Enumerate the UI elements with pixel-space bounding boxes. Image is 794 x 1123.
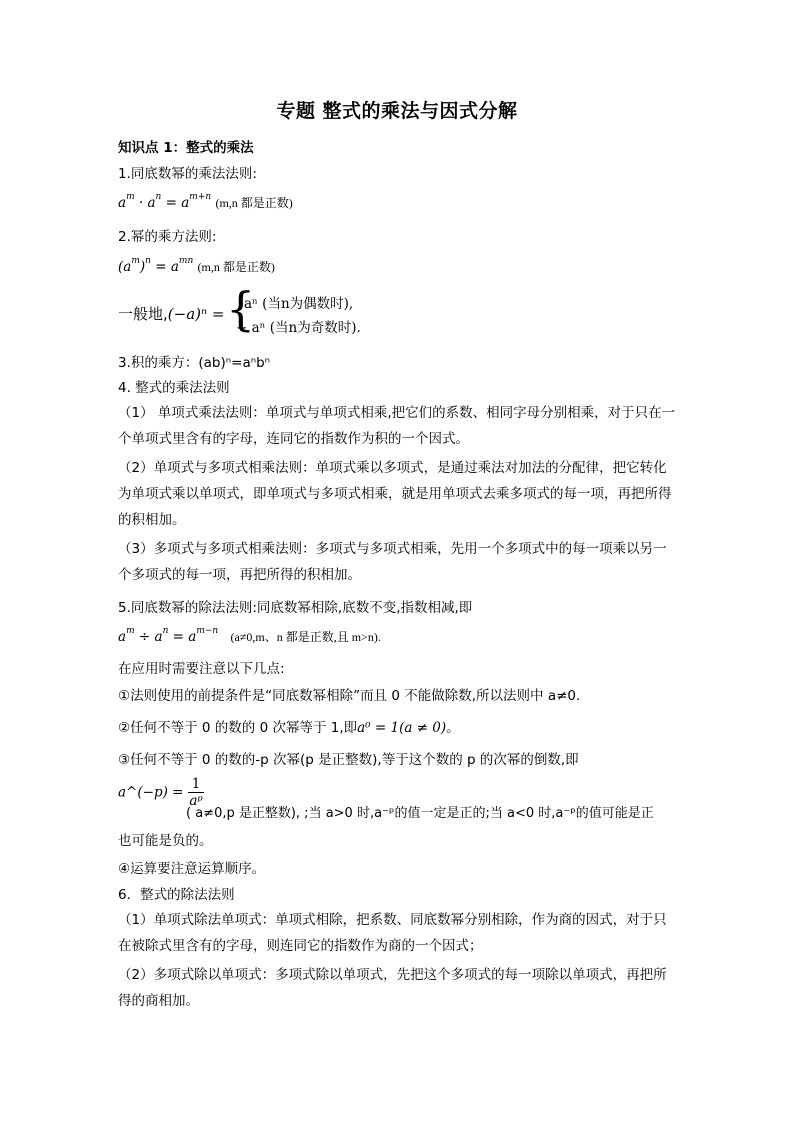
rule1-formula-line — [118, 192, 293, 211]
rule5-item2 — [118, 716, 460, 736]
rule5-item3-tail2: 也可能是负的。 — [118, 833, 213, 849]
rule2-general-lhs — [118, 303, 224, 324]
rule2-general-formula: (−a)ⁿ = — [167, 305, 225, 323]
rule5-item1: ①法则使用的前提条件是“同底数幂相除”而且 0 不能做除数,所以法则中 a≠0. — [118, 688, 581, 704]
page-title: 专题 整式的乘法与因式分解 — [276, 100, 518, 122]
rule5-intro: 在应用时需要注意以下几点: — [118, 661, 285, 677]
fraction-denominator: aᵖ — [189, 793, 203, 809]
rule2-case-odd: − aⁿ (当n为奇数时). — [236, 320, 361, 336]
rule1-formula: $a^m \cdot a^n = a^{m+n}$ — [118, 192, 212, 211]
fraction-numerator: 1 — [188, 776, 205, 793]
rule5-note: (a≠0,m、n 都是正数,且 m>n). — [230, 630, 381, 644]
rule6-paragraph-2: （2）多项式除以单项式：多项式除以单项式，先把这个多项式的每一项除以单项式，再把所得的商相加。 — [118, 967, 667, 1009]
rule2-heading: 2.幂的乘方法则: — [118, 229, 217, 245]
rule1-note: (m,n 都是正数) — [215, 196, 293, 210]
rule2-formula: $(a^m)^n = a^{mn}$ — [118, 256, 194, 275]
rule2-formula-line — [118, 256, 275, 275]
rule5-item3-lhs: a^(−p) = — [118, 784, 184, 801]
rule1-heading: 1.同底数幂的乘法法则: — [118, 166, 257, 182]
rule4-paragraph-3: （3）多项式与多项式相乘法则：多项式与多项式相乘，先用一个多项式中的每一项乘以另一个多项式的每一项，再把所得的积相加。 — [118, 541, 667, 583]
rule5-formula: $a^m \div a^n = a^{m-n}$ — [118, 626, 219, 645]
rule6-heading: 6．整式的除法法则 — [118, 887, 235, 903]
rule5-formula-line — [118, 626, 381, 645]
rule4-paragraph-1: （1） 单项式乘法法则：单项式与单项式相乘,把它们的系数、相同字母分别相乘，对于只在一个单项式里含有的字母，连同它的指数作为积的一个因式。 — [118, 405, 676, 447]
rule6-paragraph-1: （1）单项式除法单项式：单项式相除，把系数、同底数幂分别相除，作为商的因式，对于只在被除式里含有的字母，则连同它的指数作为商的一个因式； — [118, 912, 667, 954]
rule3-text: 3.积的乘方：(ab)ⁿ=aⁿbⁿ — [118, 355, 271, 371]
rule5-item2-formula: a⁰ = 1(a ≠ 0) — [357, 720, 447, 736]
section-heading: 知识点 1：整式的乘法 — [118, 140, 254, 156]
rule2-note: (m,n 都是正数) — [197, 260, 275, 274]
rule2-general-prefix: 一般地, — [118, 305, 168, 323]
rule5-item3: ③任何不等于 0 的数的-p 次幂(p 是正整数),等于这个数的 p 的次幂的倒数,即 — [118, 752, 579, 768]
rule5-item4: ④运算要注意运算顺序。 — [118, 861, 266, 877]
rule5-item2-text: ②任何不等于 0 的数的 0 次幂等于 1,即 — [118, 720, 358, 736]
rule4-heading: 4. 整式的乘法法则 — [118, 380, 230, 396]
rule4-paragraph-2: （2）单项式与多项式相乘法则：单项式乘以多项式，是通过乘法对加法的分配律，把它转化为单项式乘以单项式，即单项式与多项式相乘，就是用单项式去乘多项式的每一项，再把所得的积相加。 — [118, 460, 672, 528]
brace-icon: { — [226, 282, 256, 336]
rule5-item2-end: 。 — [446, 720, 460, 736]
rule5-item3-tail: ( a≠0,p 是正整数), ;当 a>0 时,a⁻ᵖ的值一定是正的;当 a<0 时,a⁻ᵖ的值可能是正 — [186, 806, 654, 821]
rule2-case-even: aⁿ (当n为偶数时), — [244, 296, 354, 312]
rule5-heading: 5.同底数幂的除法法则:同底数幂相除,底数不变,指数相减,即 — [118, 600, 473, 616]
